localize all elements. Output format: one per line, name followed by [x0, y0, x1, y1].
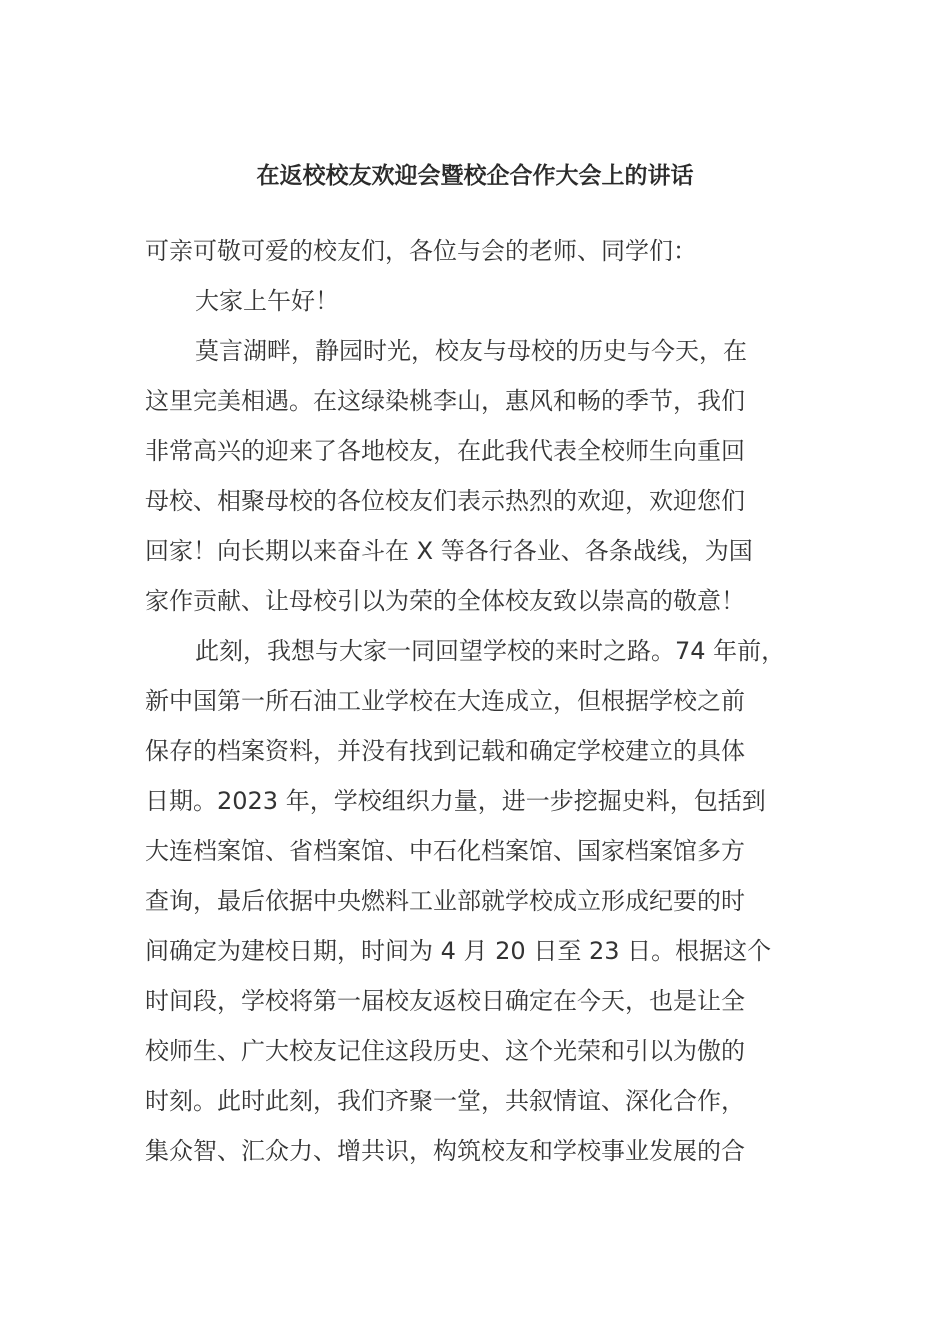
document-body [145, 228, 825, 1178]
paragraph-2-line-4: 日期。2023 年，学校组织力量，进一步挖掘史料，包括到 [145, 787, 766, 815]
paragraph-2-line-1: 此刻，我想与大家一同回望学校的来时之路。74 年前， [195, 637, 786, 665]
paragraph-1-line-5: 回家！向长期以来奋斗在 X 等各行各业、各条战线，为国 [145, 537, 753, 565]
paragraph-2-line-10: 时刻。此时此刻，我们齐聚一堂，共叙情谊、深化合作， [145, 1087, 745, 1115]
paragraph-1-line-4: 母校、相聚母校的各位校友们表示热烈的欢迎，欢迎您们 [145, 487, 745, 515]
paragraph-1-line-1: 莫言湖畔，静园时光，校友与母校的历史与今天，在 [195, 337, 747, 365]
paragraph-2-line-6: 查询，最后依据中央燃料工业部就学校成立形成纪要的时 [145, 887, 745, 915]
document-title: 在返校校友欢迎会暨校企合作大会上的讲话 [256, 163, 694, 189]
paragraph-2-line-8: 时间段，学校将第一届校友返校日确定在今天，也是让全 [145, 987, 745, 1015]
paragraph-1-line-6: 家作贡献、让母校引以为荣的全体校友致以崇高的敬意！ [145, 587, 745, 615]
paragraph-2-line-7: 间确定为建校日期，时间为 4 月 20 日至 23 日。根据这个 [145, 937, 772, 965]
paragraph-1-line-3: 非常高兴的迎来了各地校友，在此我代表全校师生向重回 [145, 437, 745, 465]
paragraph-2-line-3: 保存的档案资料，并没有找到记载和确定学校建立的具体 [145, 737, 745, 765]
paragraph-1-line-2: 这里完美相遇。在这绿染桃李山，惠风和畅的季节，我们 [145, 387, 745, 415]
greeting-line: 大家上午好！ [195, 287, 339, 315]
paragraph-2-line-11: 集众智、汇众力、增共识，构筑校友和学校事业发展的合 [145, 1137, 745, 1165]
paragraph-2-line-9: 校师生、广大校友记住这段历史、这个光荣和引以为傲的 [145, 1037, 745, 1065]
salutation-line: 可亲可敬可爱的校友们，各位与会的老师、同学们： [145, 237, 697, 265]
paragraph-2-line-5: 大连档案馆、省档案馆、中石化档案馆、国家档案馆多方 [145, 837, 745, 865]
paragraph-2-line-2: 新中国第一所石油工业学校在大连成立，但根据学校之前 [145, 687, 745, 715]
